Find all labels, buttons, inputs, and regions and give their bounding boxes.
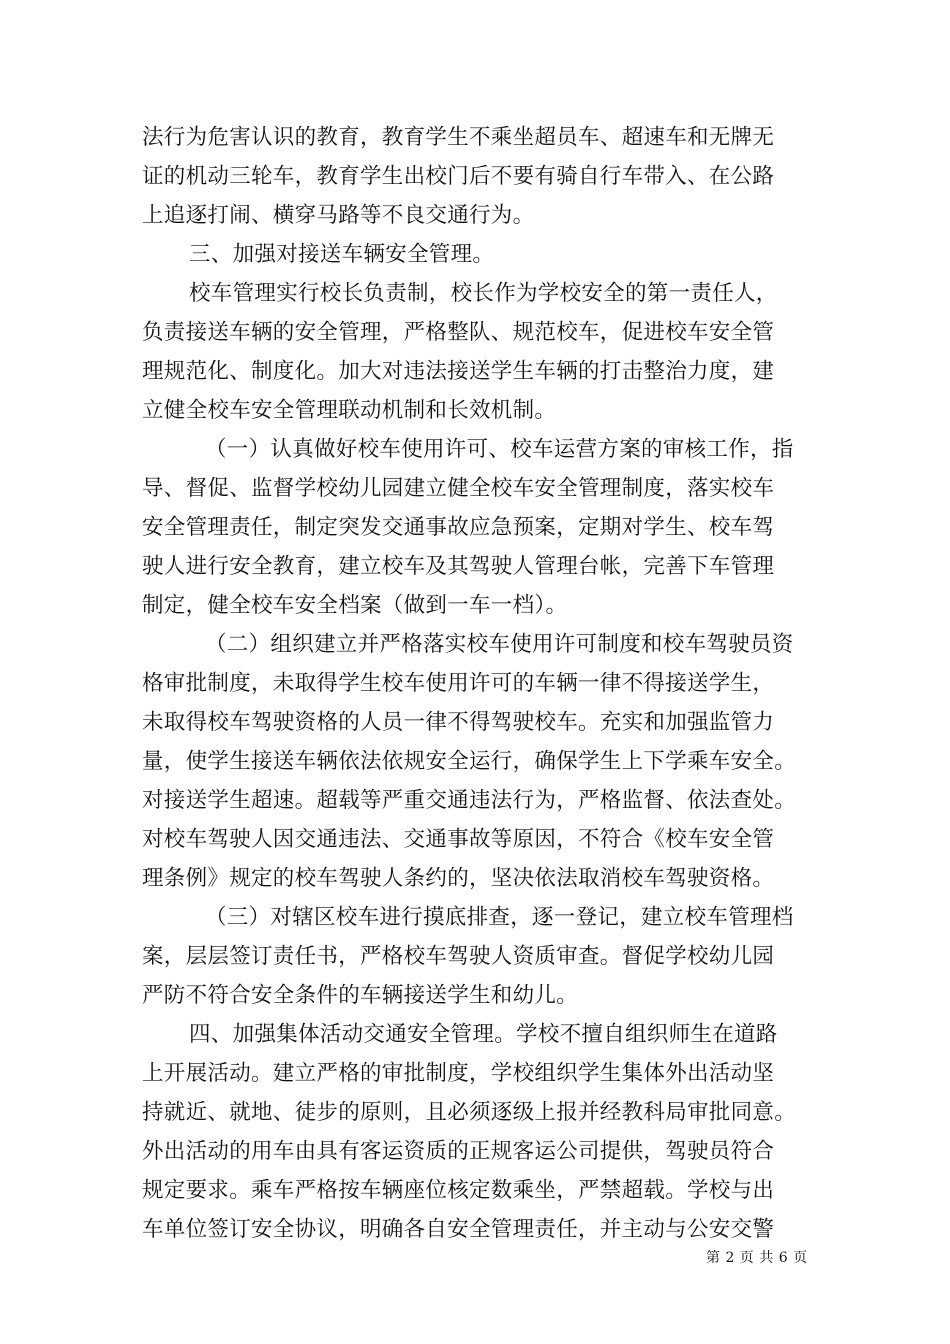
text-line: 制定，健全校车安全档案（做到一车一档）。 bbox=[142, 593, 568, 618]
text-line: 证的机动三轮车，教育学生出校门后不要有骑自行车带入、在公路 bbox=[142, 164, 775, 189]
page-number-footer: 第 2 页 共 6 页 bbox=[706, 1250, 808, 1266]
text-line: 对接送学生超速。超载等严重交通违法行为，严格监督、依法查处。 bbox=[142, 788, 797, 813]
text-line: 上追逐打闹、横穿马路等不良交通行为。 bbox=[142, 203, 535, 228]
body-text bbox=[142, 118, 808, 1249]
text-line: 严防不符合安全条件的车辆接送学生和幼儿。 bbox=[142, 983, 579, 1008]
text-line: 导、督促、监督学校幼儿园建立健全校车安全管理制度，落实校车 bbox=[142, 476, 775, 501]
text-line: 案，层层签订责任书，严格校车驾驶人资质审查。督促学校幼儿园 bbox=[142, 944, 775, 969]
section-heading-4: 四、加强集体活动交通安全管理。学校不擅自组织师生在道路 bbox=[189, 1022, 778, 1047]
text-line: （二）组织建立并严格落实校车使用许可制度和校车驾驶员资 bbox=[205, 632, 794, 657]
text-line: 立健全校车安全管理联动机制和长效机制。 bbox=[142, 398, 557, 423]
text-line: 上开展活动。建立严格的审批制度，学校组织学生集体外出活动坚 bbox=[142, 1061, 775, 1086]
text-line: 理条例》规定的校车驾驶人条约的，坚决依法取消校车驾驶资格。 bbox=[142, 866, 775, 891]
text-line: 驶人进行安全教育，建立校车及其驾驶人管理台帐，完善下车管理 bbox=[142, 554, 775, 579]
text-line: 车单位签订安全协议，明确各自安全管理责任，并主动与公安交警 bbox=[142, 1217, 775, 1242]
text-line: 对校车驾驶人因交通违法、交通事故等原因，不符合《校车安全管 bbox=[142, 827, 775, 852]
text-line: 外出活动的用车由具有客运资质的正规客运公司提供，驾驶员符合 bbox=[142, 1139, 775, 1164]
text-line: （三）对辖区校车进行摸底排查，逐一登记，建立校车管理档 bbox=[205, 905, 794, 930]
text-line: 校车管理实行校长负责制，校长作为学校安全的第一责任人， bbox=[189, 281, 778, 306]
text-line: （一）认真做好校车使用许可、校车运营方案的审核工作，指 bbox=[205, 437, 794, 462]
section-heading-3: 三、加强对接送车辆安全管理。 bbox=[189, 242, 495, 267]
text-line: 理规范化、制度化。加大对违法接送学生车辆的打击整治力度，建 bbox=[142, 359, 775, 384]
text-line: 未取得校车驾驶资格的人员一律不得驾驶校车。充实和加强监管力 bbox=[142, 710, 775, 735]
text-line: 持就近、就地、徒步的原则，且必须逐级上报并经教科局审批同意。 bbox=[142, 1100, 797, 1125]
text-line: 格审批制度，未取得学生校车使用许可的车辆一律不得接送学生， bbox=[142, 671, 775, 696]
text-line: 量，使学生接送车辆依法依规安全运行，确保学生上下学乘车安全。 bbox=[142, 749, 797, 774]
text-line: 安全管理责任，制定突发交通事故应急预案，定期对学生、校车驾 bbox=[142, 515, 775, 540]
text-line: 法行为危害认识的教育，教育学生不乘坐超员车、超速车和无牌无 bbox=[142, 125, 775, 150]
text-line: 规定要求。乘车严格按车辆座位核定数乘坐，严禁超载。学校与出 bbox=[142, 1178, 775, 1203]
text-line: 负责接送车辆的安全管理，严格整队、规范校车，促进校车安全管 bbox=[142, 320, 775, 345]
